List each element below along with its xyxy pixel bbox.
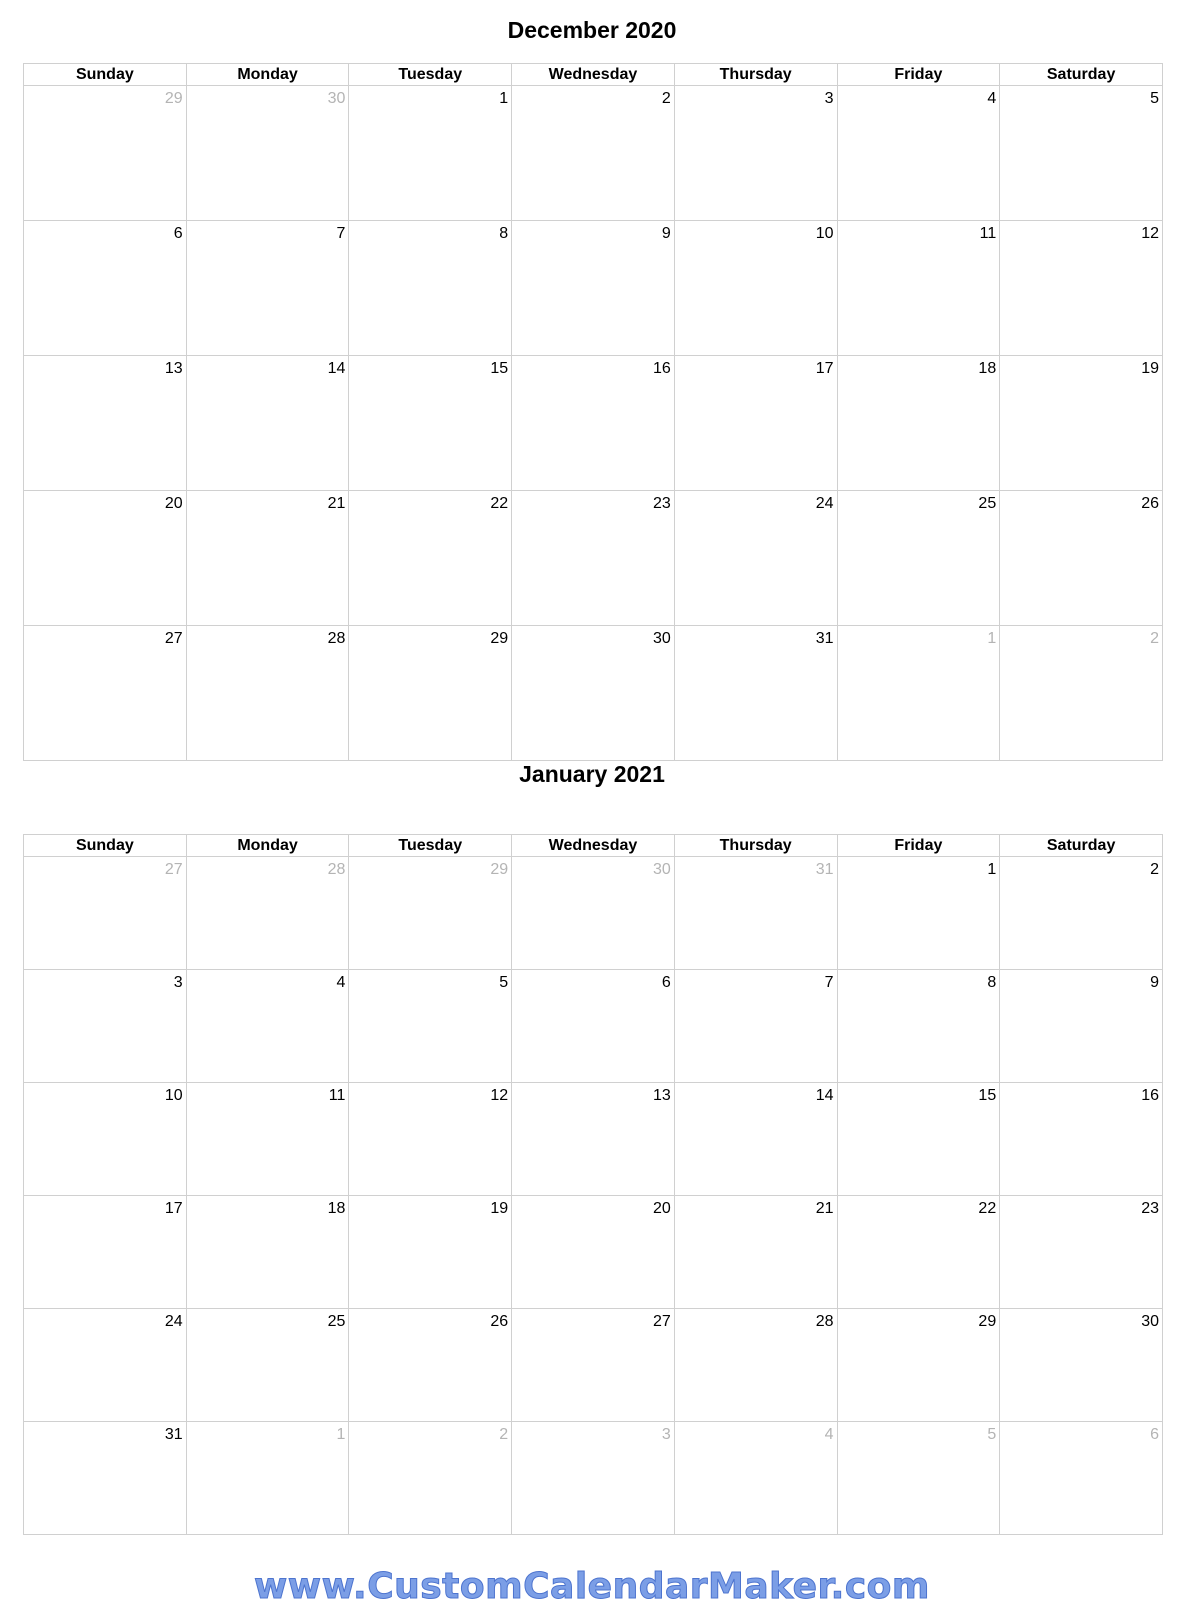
day-cell [512, 970, 675, 1083]
weekday-header-wednesday: Wednesday [512, 64, 675, 86]
day-cell [349, 1083, 512, 1196]
day-number: 23 [653, 495, 671, 512]
day-cell [24, 491, 187, 626]
day-number: 6 [173, 225, 183, 242]
day-cell [837, 1083, 1000, 1196]
day-number: 17 [815, 360, 834, 377]
weekday-header-row [24, 64, 1163, 86]
day-cell [186, 221, 349, 356]
week-row [24, 356, 1163, 491]
day-cell [24, 1422, 187, 1535]
day-cell [837, 356, 1000, 491]
adjacent-month-day-number: 4 [824, 1426, 834, 1443]
adjacent-month-day-number: 30 [327, 90, 346, 107]
day-number: 20 [164, 495, 183, 512]
day-number: 22 [978, 1200, 997, 1217]
day-cell [512, 1196, 675, 1309]
day-number: 11 [328, 1087, 346, 1104]
day-cell [349, 491, 512, 626]
day-number: 24 [164, 1313, 183, 1330]
week-row [24, 1196, 1163, 1309]
day-number: 12 [490, 1087, 509, 1104]
day-cell [837, 970, 1000, 1083]
day-number: 17 [164, 1200, 183, 1217]
day-number: 19 [490, 1200, 509, 1217]
day-number: 10 [815, 225, 834, 242]
day-number: 25 [327, 1313, 346, 1330]
day-cell [674, 86, 837, 221]
day-number: 1 [987, 861, 997, 878]
day-cell [24, 221, 187, 356]
day-number: 5 [499, 974, 509, 991]
adjacent-month-day-number: 29 [164, 90, 183, 107]
day-number: 21 [815, 1200, 834, 1217]
day-number: 27 [653, 1313, 671, 1330]
day-cell [349, 626, 512, 761]
day-cell [186, 1196, 349, 1309]
weekday-header-thursday: Thursday [674, 835, 837, 857]
week-row [24, 626, 1163, 761]
day-number: 8 [499, 225, 509, 242]
day-number: 28 [327, 630, 346, 647]
day-cell [349, 970, 512, 1083]
day-cell [674, 221, 837, 356]
day-cell [837, 491, 1000, 626]
week-row [24, 86, 1163, 221]
day-number: 26 [1141, 495, 1159, 512]
adjacent-month-day-number: 30 [653, 861, 671, 878]
day-number: 16 [653, 360, 671, 377]
weekday-header-thursday: Thursday [674, 64, 837, 86]
week-row [24, 491, 1163, 626]
day-number: 2 [1150, 861, 1159, 878]
day-cell [837, 1196, 1000, 1309]
day-number: 21 [327, 495, 346, 512]
day-number: 18 [327, 1200, 346, 1217]
day-cell [349, 1422, 512, 1535]
day-number: 23 [1141, 1200, 1159, 1217]
day-cell [512, 221, 675, 356]
day-cell [24, 86, 187, 221]
day-number: 5 [1150, 90, 1159, 107]
day-cell [186, 970, 349, 1083]
day-cell [674, 970, 837, 1083]
day-number: 12 [1141, 225, 1159, 242]
week-row [24, 1422, 1163, 1535]
day-number: 16 [1141, 1087, 1159, 1104]
adjacent-month-day-number: 29 [490, 861, 509, 878]
day-cell [837, 857, 1000, 970]
day-number: 30 [1141, 1313, 1159, 1330]
day-number: 31 [815, 630, 834, 647]
adjacent-month-day-number: 31 [815, 861, 834, 878]
day-cell [349, 221, 512, 356]
weekday-header-sunday: Sunday [24, 835, 187, 857]
day-number: 19 [1141, 360, 1159, 377]
day-number: 10 [164, 1087, 183, 1104]
day-cell [837, 1309, 1000, 1422]
day-cell [512, 1422, 675, 1535]
day-cell [674, 1083, 837, 1196]
day-number: 29 [490, 630, 509, 647]
day-cell [1000, 1196, 1163, 1309]
day-cell [24, 1196, 187, 1309]
day-number: 31 [164, 1426, 183, 1443]
week-row [24, 221, 1163, 356]
calendar-grid-december-2020 [23, 63, 1163, 761]
weekday-header-sunday: Sunday [24, 64, 187, 86]
day-number: 29 [978, 1313, 997, 1330]
day-cell [186, 86, 349, 221]
day-number: 7 [824, 974, 834, 991]
day-cell [349, 1309, 512, 1422]
day-cell [512, 1309, 675, 1422]
day-cell [1000, 1309, 1163, 1422]
day-cell [512, 626, 675, 761]
day-cell [1000, 86, 1163, 221]
day-cell [1000, 491, 1163, 626]
day-number: 6 [661, 974, 671, 991]
day-cell [674, 1422, 837, 1535]
day-number: 15 [978, 1087, 997, 1104]
month-title-january-2021: January 2021 [519, 761, 665, 787]
weekday-header-tuesday: Tuesday [349, 835, 512, 857]
day-cell [186, 491, 349, 626]
day-cell [186, 626, 349, 761]
day-number: 13 [164, 360, 183, 377]
day-number: 14 [815, 1087, 834, 1104]
adjacent-month-day-number: 1 [987, 630, 997, 647]
day-number: 1 [499, 90, 509, 107]
day-number: 30 [653, 630, 671, 647]
day-number: 26 [490, 1313, 509, 1330]
day-cell [837, 626, 1000, 761]
day-cell [349, 86, 512, 221]
week-row [24, 1083, 1163, 1196]
day-cell [1000, 221, 1163, 356]
day-cell [186, 1422, 349, 1535]
day-cell [837, 86, 1000, 221]
weekday-header-tuesday: Tuesday [349, 64, 512, 86]
day-number: 22 [490, 495, 509, 512]
week-row [24, 1309, 1163, 1422]
adjacent-month-day-number: 2 [1150, 630, 1159, 647]
day-cell [512, 86, 675, 221]
adjacent-month-day-number: 27 [164, 861, 183, 878]
day-number: 9 [1150, 974, 1159, 991]
day-number: 3 [173, 974, 183, 991]
weekday-header-monday: Monday [186, 64, 349, 86]
day-cell [674, 356, 837, 491]
calendar-grid-january-2021 [23, 834, 1163, 1535]
day-cell [1000, 626, 1163, 761]
week-row [24, 970, 1163, 1083]
weekday-header-saturday: Saturday [1000, 835, 1163, 857]
day-cell [1000, 356, 1163, 491]
day-cell [1000, 970, 1163, 1083]
day-cell [674, 1196, 837, 1309]
day-cell [349, 1196, 512, 1309]
day-cell [186, 356, 349, 491]
day-cell [674, 491, 837, 626]
day-number: 13 [653, 1087, 671, 1104]
weekday-header-wednesday: Wednesday [512, 835, 675, 857]
day-cell [512, 1083, 675, 1196]
website-watermark: www.CustomCalendarMaker.com [254, 1566, 930, 1607]
day-number: 15 [490, 360, 509, 377]
day-cell [186, 857, 349, 970]
day-number: 8 [987, 974, 997, 991]
day-number: 7 [336, 225, 346, 242]
day-number: 20 [653, 1200, 671, 1217]
day-number: 14 [327, 360, 346, 377]
day-cell [512, 491, 675, 626]
day-number: 4 [987, 90, 997, 107]
day-number: 18 [978, 360, 997, 377]
day-cell [837, 221, 1000, 356]
day-cell [1000, 1422, 1163, 1535]
weekday-header-monday: Monday [186, 835, 349, 857]
day-number: 2 [661, 90, 671, 107]
day-number: 24 [815, 495, 834, 512]
weekday-header-friday: Friday [837, 835, 1000, 857]
day-cell [349, 857, 512, 970]
day-cell [24, 1309, 187, 1422]
day-number: 27 [164, 630, 183, 647]
day-cell [837, 1422, 1000, 1535]
day-cell [24, 857, 187, 970]
weekday-header-friday: Friday [837, 64, 1000, 86]
day-cell [512, 356, 675, 491]
day-cell [349, 356, 512, 491]
weekday-header-row [24, 835, 1163, 857]
day-cell [512, 857, 675, 970]
day-number: 11 [979, 225, 997, 242]
adjacent-month-day-number: 6 [1150, 1426, 1159, 1443]
weekday-header-saturday: Saturday [1000, 64, 1163, 86]
day-cell [24, 356, 187, 491]
day-number: 4 [336, 974, 346, 991]
month-title-december-2020: December 2020 [507, 17, 677, 43]
adjacent-month-day-number: 28 [327, 861, 346, 878]
week-row [24, 857, 1163, 970]
day-cell [674, 1309, 837, 1422]
day-number: 9 [661, 225, 671, 242]
day-number: 28 [815, 1313, 834, 1330]
day-cell [1000, 857, 1163, 970]
day-cell [24, 1083, 187, 1196]
day-cell [674, 857, 837, 970]
adjacent-month-day-number: 2 [499, 1426, 509, 1443]
day-cell [186, 1083, 349, 1196]
day-cell [674, 626, 837, 761]
day-cell [24, 626, 187, 761]
day-cell [24, 970, 187, 1083]
day-number: 25 [978, 495, 997, 512]
day-cell [186, 1309, 349, 1422]
adjacent-month-day-number: 3 [661, 1426, 671, 1443]
adjacent-month-day-number: 1 [336, 1426, 346, 1443]
day-cell [1000, 1083, 1163, 1196]
adjacent-month-day-number: 5 [987, 1426, 997, 1443]
day-number: 3 [824, 90, 834, 107]
